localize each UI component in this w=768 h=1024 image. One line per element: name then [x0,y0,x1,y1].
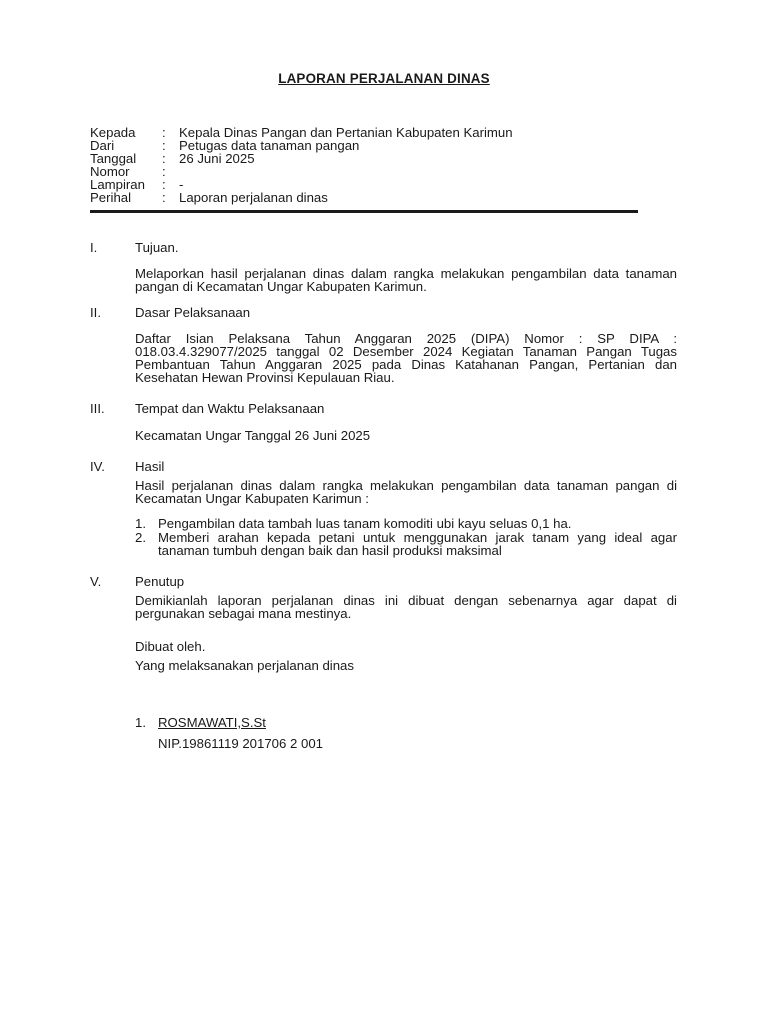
header-label: Lampiran [90,177,145,192]
section-title: Hasil [135,459,165,474]
list-item-number: 1. [135,516,146,531]
header-label: Tanggal [90,151,137,166]
header-value: Laporan perjalanan dinas [179,190,328,205]
header-colon: : [162,190,166,205]
section-title: Penutup [135,574,185,589]
header-colon: : [162,151,166,166]
section-number: V. [90,574,102,589]
list-item-number: 2. [135,530,146,545]
section-number: IV. [90,459,105,474]
section-body: Melaporkan hasil perjalanan dinas dalam rangka melakukan pengambilan data tanaman pangan di Kecamatan Ungar Kabupaten Karimun. [135,266,677,294]
executor-text: Yang melaksanakan perjalanan dinas [135,658,354,673]
header-colon: : [162,177,166,192]
section-body: Hasil perjalanan dinas dalam rangka melakukan pengambilan data tanaman pangan di Kecamatan Ungar Kabupaten Karimun : [135,478,677,506]
section-body: Kecamatan Ungar Tanggal 26 Juni 2025 [135,428,371,443]
header-label: Perihal [90,190,132,205]
document-title: LAPORAN PERJALANAN DINAS [278,71,490,86]
header-value: Petugas data tanaman pangan [179,138,360,153]
section-title: Tempat dan Waktu Pelaksanaan [135,401,325,416]
header-colon: : [162,125,166,140]
header-value: Kepala Dinas Pangan dan Pertanian Kabupaten Karimun [179,125,513,140]
section-body: Daftar Isian Pelaksana Tahun Anggaran 2025 (DIPA) Nomor : SP DIPA : 018.03.4.329077/2025 tanggal 02 Desember 2024 Kegiatan Tanaman Pangan Tugas Pembantuan Tahun Anggaran 2025 pada Dinas Katahanan Pangan, Pertanian dan Kesehatan Hewan Provinsi Kepulauan Riau. [135,331,677,385]
signatory-nip: NIP.19861119 201706 2 001 [158,736,323,751]
header-label: Kepada [90,125,136,140]
header-divider [90,210,638,213]
list-item: Pengambilan data tambah luas tanam komoditi ubi kayu seluas 0,1 ha. [158,516,572,531]
section-body: Demikianlah laporan perjalanan dinas ini dibuat dengan sebenarnya agar dapat di pergunakan sebagai mana mestinya. [135,593,677,621]
header-value: 26 Juni 2025 [179,151,255,166]
header-label: Dari [90,138,115,153]
header-label: Nomor [90,164,130,179]
list-item: Memberi arahan kepada petani untuk menggunakan jarak tanam yang ideal agar tanaman tumbuh dengan baik dan hasil produksi maksimal [158,530,677,558]
section-number: III. [90,401,105,416]
made-by-text: Dibuat oleh. [135,639,206,654]
header-colon: : [162,164,166,179]
signatory-name [158,716,677,729]
section-number: I. [90,240,98,255]
header-value: - [179,177,184,192]
signatory-number: 1. [135,715,146,730]
section-title: Dasar Pelaksanaan [135,305,251,320]
header-colon: : [162,138,166,153]
signatory-name-text: ROSMAWATI,S.St [158,715,266,730]
section-title: Tujuan. [135,240,179,255]
section-number: II. [90,305,101,320]
